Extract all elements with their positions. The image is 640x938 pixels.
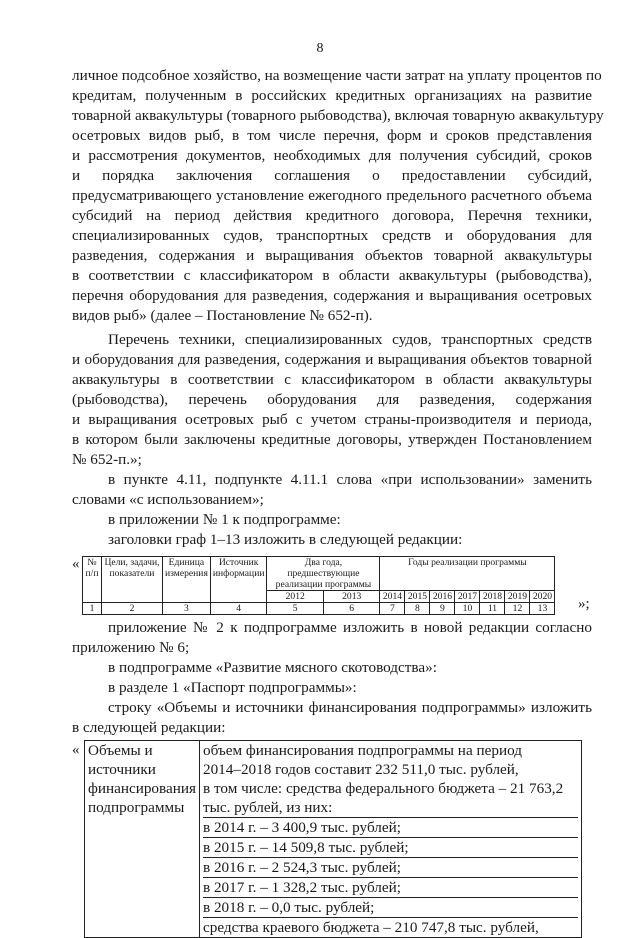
number-cell: 13 (530, 603, 555, 615)
number-cell: 1 (83, 603, 102, 615)
page-number: 8 (316, 41, 324, 56)
number-cell: 10 (455, 603, 480, 615)
finance-label-cell (85, 741, 200, 938)
text-line: специализированных судов, транспортных средств и оборудования для (72, 227, 592, 244)
number-cell: 12 (505, 603, 530, 615)
text-line: в приложении № 1 к подпрограмме: (108, 511, 341, 528)
number-cell: 7 (380, 603, 405, 615)
year-cell: 2012 (267, 591, 324, 603)
text-line: субсидий на период действия кредитного договора, Перечня техники, (72, 207, 592, 224)
header-cell: Источник информации (210, 557, 267, 603)
label-line: источники (88, 761, 156, 778)
value-line: тыс. рублей, из них: (202, 799, 333, 816)
value-line: в том числе: средства федерального бюджета – 21 763,2 (202, 780, 564, 797)
value-line: объем финансирования подпрограммы на период (202, 742, 522, 759)
finance-table (84, 740, 582, 938)
value-line: 2014–2018 годов составит 232 511,0 тыс. рублей, (202, 761, 519, 778)
header-cell: Цели, задачи, показатели (102, 557, 163, 603)
value-line: средства краевого бюджета – 210 747,8 тыс. рублей, (203, 917, 578, 937)
year-cell: 2017 (455, 591, 480, 603)
text-line: в пункте 4.11, подпункте 4.11.1 слова «при использовании» заменить (108, 471, 592, 488)
text-line: кредитам, полученным в российских кредитных организациях на развитие (72, 87, 592, 104)
header-cell: № п/п (83, 557, 102, 603)
year-cell: 2020 (530, 591, 555, 603)
text-line: и рассмотрения документов, необходимых для получения субсидий, сроков (72, 147, 592, 164)
number-cell: 8 (405, 603, 430, 615)
open-quote: « (72, 742, 80, 758)
year-cell: 2015 (405, 591, 430, 603)
year-cell: 2018 (480, 591, 505, 603)
text-line: предусматривающего установление ежегодного предельного расчетного объема (72, 187, 592, 204)
text-line: товарной аквакультуры (товарного рыбоводства), включая товарную аквакультуру (72, 107, 604, 124)
number-cell: 2 (102, 603, 163, 615)
close-quote: »; (578, 596, 590, 612)
year-cell: 2016 (430, 591, 455, 603)
text-line: приложению № 6; (72, 639, 190, 656)
number-cell: 11 (480, 603, 505, 615)
text-line: осетровых видов рыб, в том числе перечня, форм и сроков представления (72, 127, 592, 144)
text-line: видов рыб» (далее – Постановление № 652-п). (72, 307, 373, 324)
label-line: подпрограммы (88, 799, 185, 816)
text-line: перечня оборудования для разведения, содержания и выращивания осетровых (72, 287, 592, 304)
text-line: приложение № 2 к подпрограмме изложить в новой редакции согласно (108, 619, 592, 636)
text-line: личное подсобное хозяйство, на возмещение части затрат на уплату процентов по (72, 67, 602, 84)
text-line: и выращивания осетровых рыб с учетом страны-производителя и периода, (72, 411, 592, 428)
open-quote: « (72, 556, 80, 572)
value-line: в 2016 г. – 2 524,3 тыс. рублей; (203, 857, 578, 877)
number-cell: 3 (163, 603, 211, 615)
year-cell: 2019 (505, 591, 530, 603)
text-line: и оборудования для разведения, содержания и выращивания объектов товарной (72, 351, 592, 368)
text-line: и порядка заключения соглашения о предоставлении субсидий, (72, 167, 592, 184)
text-line: заголовки граф 1–13 изложить в следующей редакции: (108, 531, 463, 548)
label-line: Объемы и (88, 742, 153, 759)
text-line: в подпрограмме «Развитие мясного скотоводства»: (108, 659, 437, 676)
value-line: в 2018 г. – 0,0 тыс. рублей; (203, 897, 578, 917)
number-cell: 6 (323, 603, 380, 615)
number-cell: 4 (210, 603, 267, 615)
text-line: в разделе 1 «Паспорт подпрограммы»: (108, 679, 357, 696)
header-cell: Единица измерения (163, 557, 211, 603)
year-cell: 2013 (323, 591, 380, 603)
headers-table (82, 556, 555, 615)
header-cell: Два года, предшествующие реализации программы (267, 557, 380, 591)
number-cell: 5 (267, 603, 324, 615)
text-line: в котором были заключены кредитные договоры, утвержден Постановлением (72, 431, 592, 448)
text-line: в следующей редакции: (72, 719, 226, 736)
value-line: в 2015 г. – 14 509,8 тыс. рублей; (203, 837, 578, 857)
text-line: (рыбоводства), перечень оборудования для разведения, содержания (72, 391, 592, 408)
header-cell: Годы реализации программы (380, 557, 555, 591)
finance-value-cell (199, 741, 581, 938)
text-line: № 652-п.»; (72, 451, 142, 468)
value-line: в 2017 г. – 1 328,2 тыс. рублей; (203, 877, 578, 897)
text-line: словами «с использованием»; (72, 491, 264, 508)
text-line: разведения, содержания и выращивания объектов товарной аквакультуры (72, 247, 592, 264)
label-line: финансирования (88, 780, 196, 797)
value-line: в 2014 г. – 3 400,9 тыс. рублей; (203, 817, 578, 837)
text-line: Перечень техники, специализированных судов, транспортных средств (108, 331, 592, 348)
text-line: в соответствии с классификатором в области аквакультуры (рыбоводства), (72, 267, 592, 284)
text-line: строку «Объемы и источники финансирования подпрограммы» изложить (108, 699, 592, 716)
number-cell: 9 (430, 603, 455, 615)
text-line: аквакультуры в соответствии с классификатором в области аквакультуры (72, 371, 592, 388)
year-cell: 2014 (380, 591, 405, 603)
